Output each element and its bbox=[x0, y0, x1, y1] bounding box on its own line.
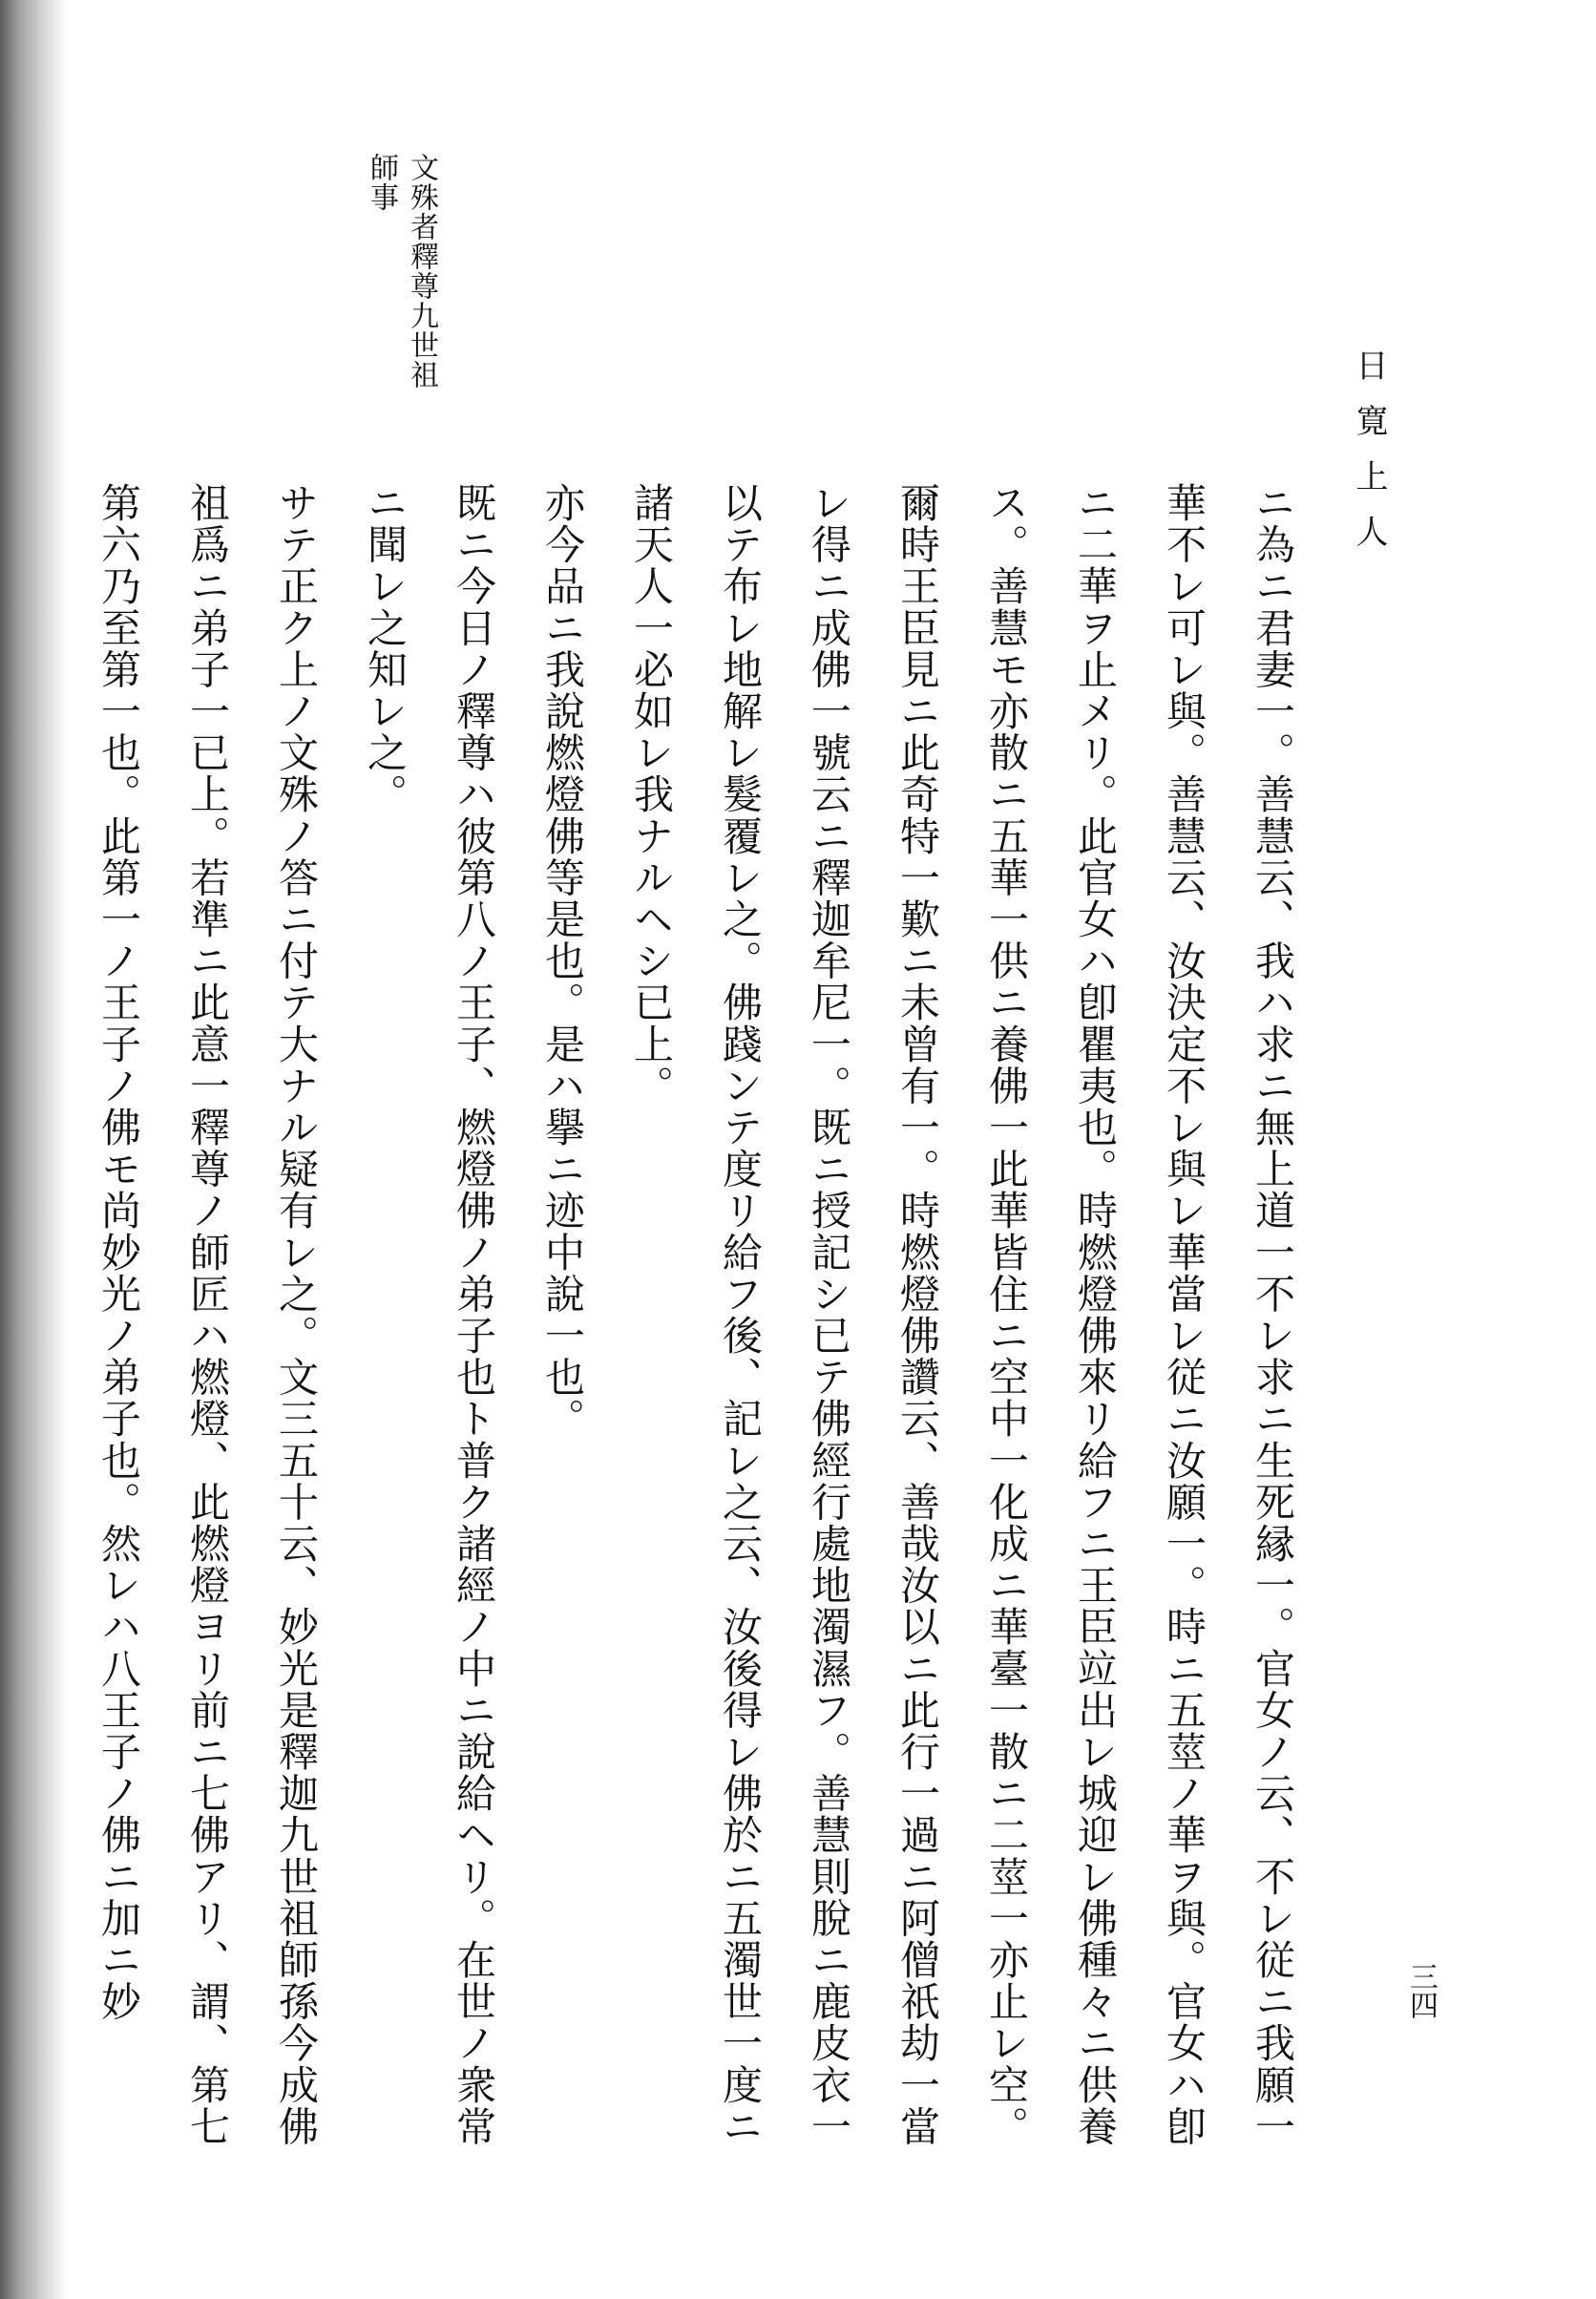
paragraph-1: ニ為ニ君妻一。善慧云、我ハ求ニ無上道一不レ求ニ生死縁一。官女ノ云、不レ従ニ我願一華不レ可レ與。善慧云、汝決定不レ與レ華當レ従ニ汝願一。時ニ五莖ノ華ヲ與。官女ハ卽ニ二華ヲ止メリ。此官女ハ卽瞿夷也。時燃燈佛來リ給フニ王臣竝出レ城迎レ佛種々ニ供養ス。善慧モ亦散ニ五華一供ニ養佛一此華皆住ニ空中一化成ニ華臺一散ニ二莖一亦止レ空。爾時王臣見ニ此奇特一歎ニ未曾有一。時燃燈佛讚云、善哉汝以ニ此行一過ニ阿僧祇劫一當レ得ニ成佛一號云ニ釋迦牟尼一。既ニ授記シ已テ佛經行處地濁濕フ。善慧則脫ニ鹿皮衣一以テ布レ地解レ髮覆レ之。佛踐ンテ度リ給フ後、記レ之云、汝後得レ佛於ニ五濁世一度ニ諸天人一必如レ我ナルヘシ已上。 bbox=[628, 482, 1296, 2147]
main-text bbox=[95, 482, 1317, 2162]
paragraph-2: 亦今品ニ我說燃燈佛等是也。是ハ擧ニ迹中說一也。 bbox=[539, 482, 586, 1440]
scan-gutter-shadow bbox=[0, 0, 67, 2299]
running-head-title: 日寛上人 bbox=[1350, 348, 1388, 570]
page-number: 三四 bbox=[1404, 1962, 1438, 2019]
paragraph-4: サテ正ク上ノ文殊ノ答ニ付テ大ナル疑有レ之。文三五十云、妙光是釋迦九世祖師孫今成佛祖爲ニ弟子一已上。若準ニ此意一釋尊ノ師匠ハ燃燈、此燃燈ヨリ前ニ七佛アリ、謂、第七第六乃至第一也。此第一ノ王子ノ佛モ尚妙光ノ弟子也。然レハ八王子ノ佛ニ加ニ妙 bbox=[95, 482, 320, 2147]
margin-note: 文殊者釋尊九世祖師事 bbox=[365, 153, 438, 390]
paragraph-3: 既ニ今日ノ釋尊ハ彼第八ノ王子、燃燈佛ノ弟子也ト普ク諸經ノ中ニ說給ヘリ。在世ノ衆常ニ聞レ之知レ之。 bbox=[362, 482, 497, 2147]
